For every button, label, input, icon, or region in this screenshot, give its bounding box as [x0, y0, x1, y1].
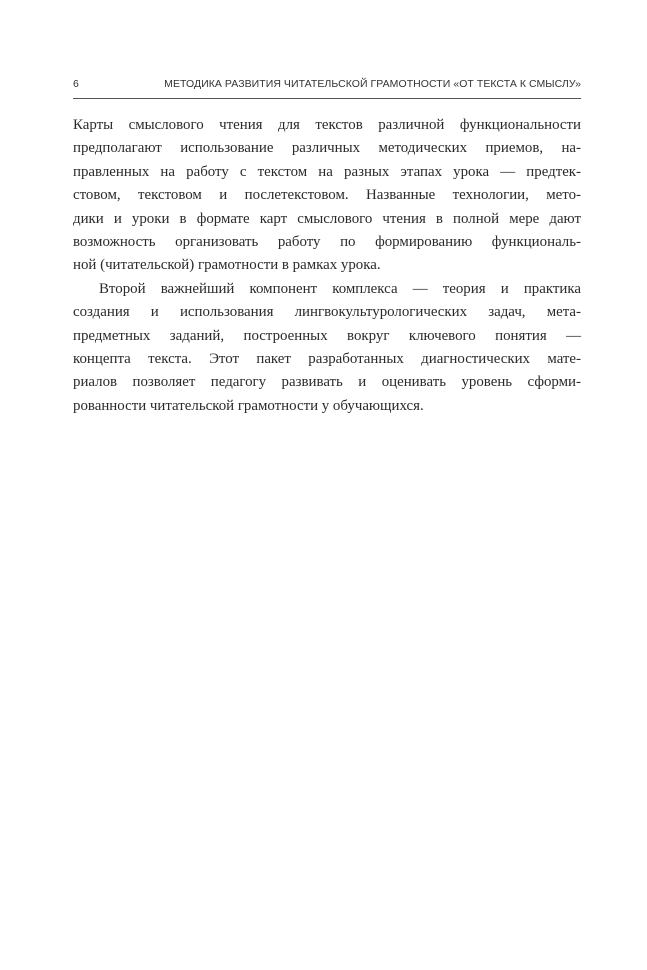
page-number: 6 — [73, 78, 79, 90]
text-line: Второй важнейший компонент комплекса — теория и практика — [99, 280, 581, 297]
text-line: Карты смыслового чтения для текстов различной функциональности — [73, 117, 581, 133]
text-line: возможность организовать работу по формированию функциональ- — [73, 233, 581, 250]
text-line: рованности читательской грамотности у обучающихся. — [73, 397, 424, 414]
body-text — [73, 114, 581, 418]
paragraph-1 — [73, 114, 581, 278]
text-line: стовом, текстовом и послетекстовом. Названные технологии, мето- — [73, 187, 581, 204]
text-line: правленных на работу с текстом на разных этапах урока — предтек- — [73, 163, 581, 180]
text-line: предметных заданий, построенных вокруг ключевого понятия — — [73, 327, 581, 344]
text-line: создания и использования лингвокультурологических задач, мета- — [73, 304, 581, 321]
running-title: МЕТОДИКА РАЗВИТИЯ ЧИТАТЕЛЬСКОЙ ГРАМОТНОСТИ «ОТ ТЕКСТА К СМЫСЛУ» — [164, 78, 581, 90]
paragraph-2 — [73, 278, 581, 418]
text-line: концепта текста. Этот пакет разработанных диагностических мате- — [73, 350, 581, 367]
text-line: риалов позволяет педагогу развивать и оценивать уровень сформи- — [73, 374, 581, 391]
text-line: предполагают использование различных методических приемов, на- — [73, 140, 581, 157]
text-line: ной (читательской) грамотности в рамках урока. — [73, 257, 381, 274]
text-line: дики и уроки в формате карт смыслового чтения в полной мере дают — [73, 210, 581, 227]
running-header — [73, 76, 581, 99]
